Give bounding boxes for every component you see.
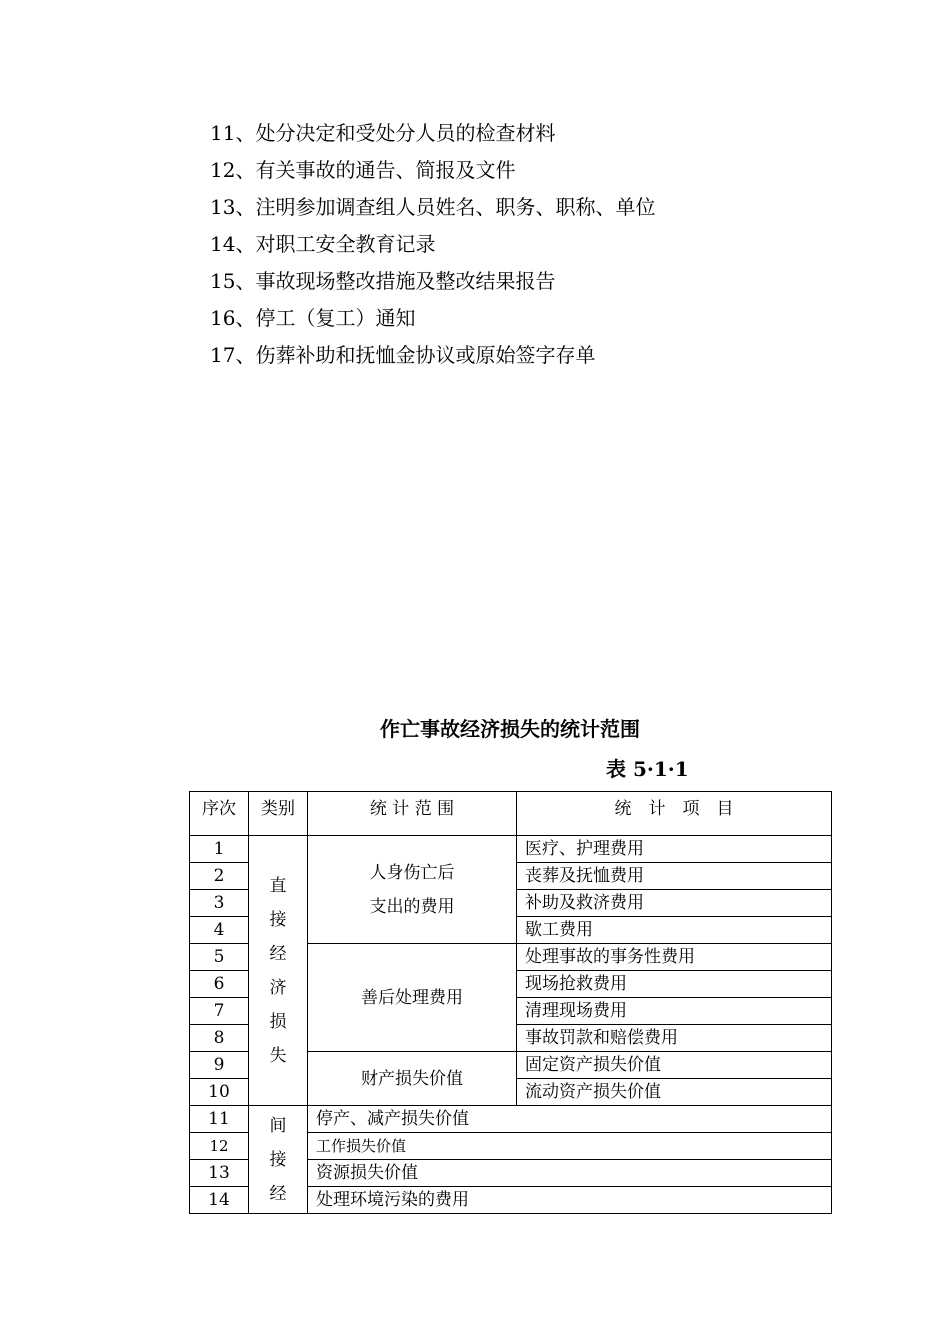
scope-property-loss: 财产损失价值 — [308, 1052, 517, 1106]
list-item: 13、注明参加调查组人员姓名、职务、职称、单位 — [210, 195, 656, 219]
list-item: 16、停工（复工）通知 — [210, 306, 416, 330]
list-item: 12、有关事故的通告、简报及文件 — [210, 158, 516, 182]
list-item: 11、处分决定和受处分人员的检查材料 — [210, 121, 556, 145]
item-cell: 现场抢救费用 — [517, 971, 832, 998]
row-number: 3 — [190, 890, 249, 917]
list-item: 17、伤葬补助和抚恤金协议或原始签字存单 — [210, 343, 596, 367]
category-direct: 直 接 经 济 损 失 — [249, 836, 308, 1106]
scope-aftermath: 善后处理费用 — [308, 944, 517, 1052]
row-number: 13 — [190, 1160, 249, 1187]
scope-personal-injury: 人身伤亡后 支出的费用 — [308, 836, 517, 944]
row-number: 14 — [190, 1187, 249, 1214]
table-title: 作亡事故经济损失的统计范围 — [380, 717, 640, 741]
row-number: 10 — [190, 1079, 249, 1106]
loss-statistics-table — [189, 791, 832, 1214]
item-cell: 处理环境污染的费用 — [308, 1187, 832, 1214]
header-cell: 统 计 范 围 — [308, 792, 517, 836]
row-number: 7 — [190, 998, 249, 1025]
row-number: 5 — [190, 944, 249, 971]
row-number: 2 — [190, 863, 249, 890]
list-item: 14、对职工安全教育记录 — [210, 232, 436, 256]
row-number: 12 — [190, 1133, 249, 1160]
header-cell: 统 计 项 目 — [517, 792, 832, 836]
row-number: 9 — [190, 1052, 249, 1079]
row-number: 1 — [190, 836, 249, 863]
item-cell: 流动资产损失价值 — [517, 1079, 832, 1106]
table-number: 表 5·1·1 — [606, 757, 689, 781]
item-cell: 处理事故的事务性费用 — [517, 944, 832, 971]
item-cell: 清理现场费用 — [517, 998, 832, 1025]
item-cell: 固定资产损失价值 — [517, 1052, 832, 1079]
list-item: 15、事故现场整改措施及整改结果报告 — [210, 269, 556, 293]
item-cell: 资源损失价值 — [308, 1160, 832, 1187]
row-number: 6 — [190, 971, 249, 998]
item-cell: 工作损失价值 — [308, 1133, 832, 1160]
row-number: 4 — [190, 917, 249, 944]
item-cell: 医疗、护理费用 — [517, 836, 832, 863]
category-indirect: 间 接 经 — [249, 1106, 308, 1214]
row-number: 8 — [190, 1025, 249, 1052]
document-list — [210, 115, 655, 374]
item-cell: 事故罚款和赔偿费用 — [517, 1025, 832, 1052]
header-cell: 类别 — [249, 792, 308, 836]
item-cell: 丧葬及抚恤费用 — [517, 863, 832, 890]
table-row — [190, 1106, 832, 1133]
item-cell: 歇工费用 — [517, 917, 832, 944]
header-cell: 序次 — [190, 792, 249, 836]
row-number: 11 — [190, 1106, 249, 1133]
table-header-row — [190, 792, 832, 836]
item-cell: 补助及救济费用 — [517, 890, 832, 917]
table-row — [190, 836, 832, 863]
item-cell: 停产、减产损失价值 — [308, 1106, 832, 1133]
